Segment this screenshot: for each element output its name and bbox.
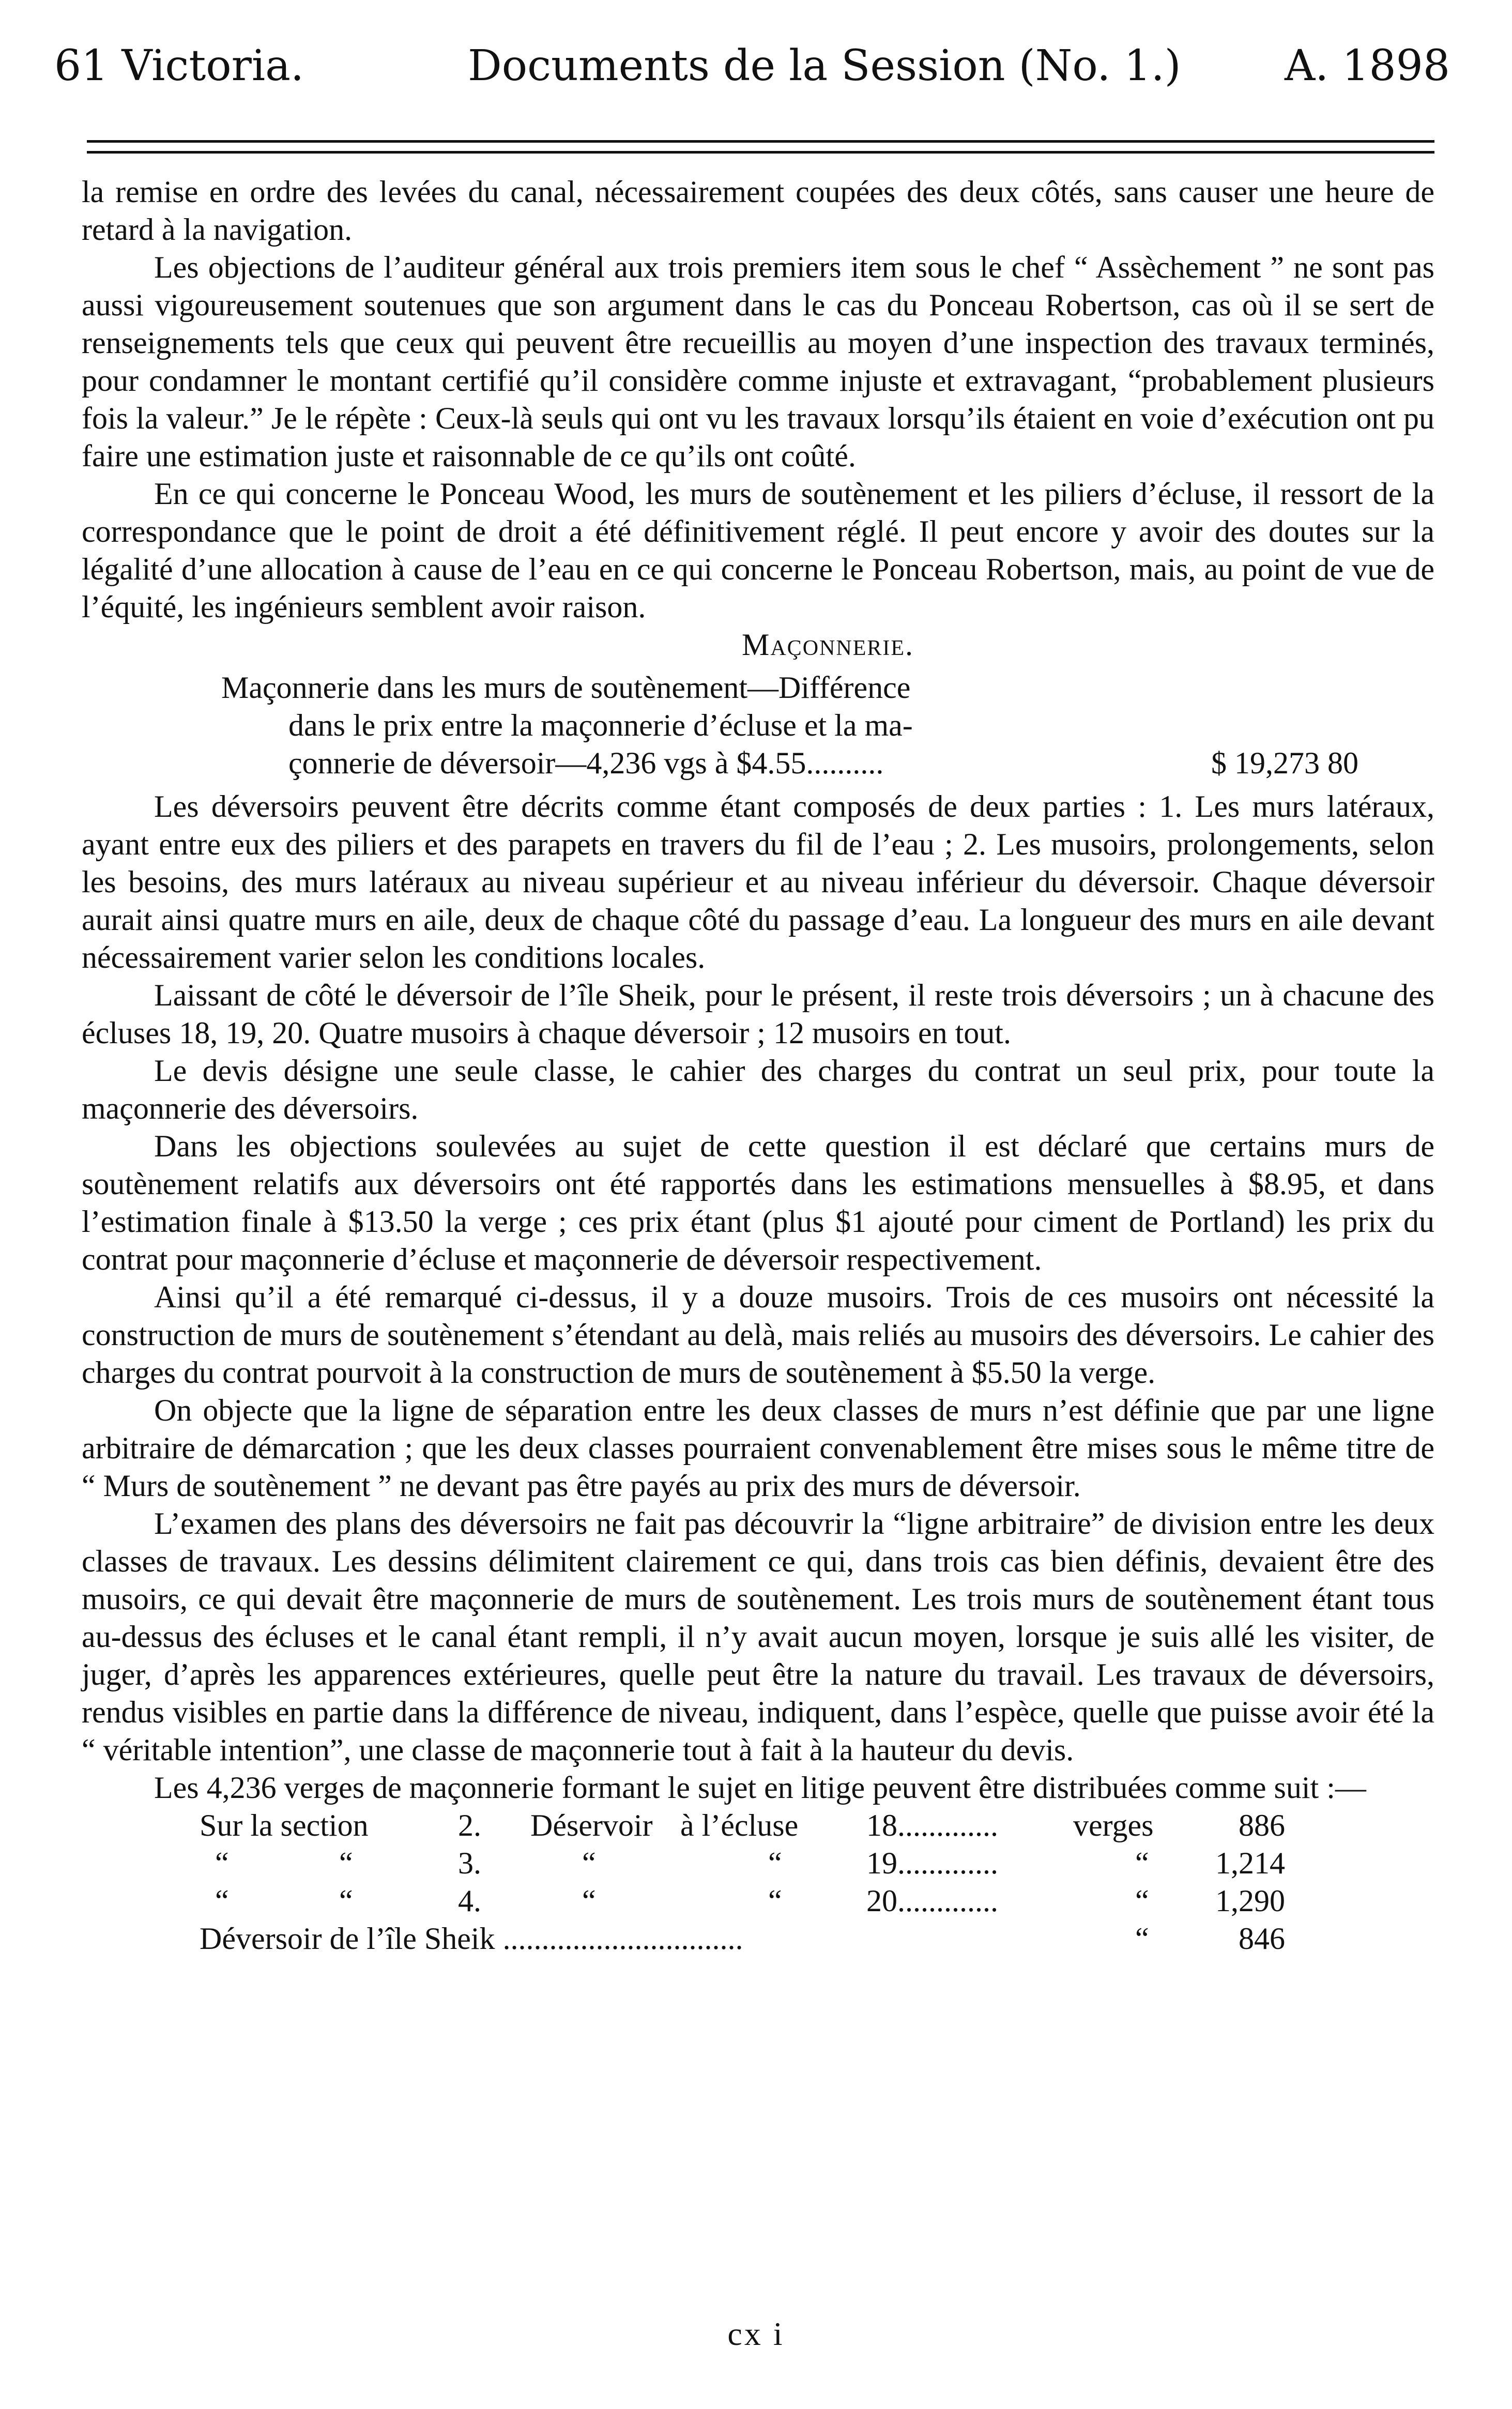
header-rule-top [87,140,1434,143]
entry-line: çonnerie de déversoir—4,236 vgs à $4.55.......... [288,746,884,780]
row-section: “ [215,1846,229,1880]
row-number: 4. [458,1884,481,1918]
row-unit: “ [1135,1922,1149,1956]
masonry-entry [221,669,1358,783]
row-unit: “ [1135,1884,1149,1918]
row-at: “ [768,1846,782,1880]
row-kind: “ [582,1846,596,1880]
header-volume: 61 Victoria. [54,41,304,90]
paragraph: Ainsi qu’il a été remarqué ci-dessus, il y a douze musoirs. Trois de ces musoirs ont nécessité la construction de murs de soutènement s’étendant au delà, mais reliés au musoirs des déversoirs. Le cahier des charges du contrat pourvoit à la construction de murs de soutènement à $5.50 la verge. [82,1280,1434,1390]
paragraph: Les 4,236 verges de maçonnerie formant le sujet en litige peuvent être distribuées comme suit :— [154,1771,1366,1805]
page-number: cx i [727,2315,785,2352]
row-number: 3. [458,1846,481,1880]
table-row [200,1920,1285,1958]
row-kind: Déservoir [530,1808,653,1842]
page-header [54,41,1450,114]
page-body [82,173,1434,1958]
distribution-table [200,1807,1285,1958]
table-row [200,1844,1285,1882]
paragraph: Laissant de côté le déversoir de l’île Sheik, pour le présent, il reste trois déversoirs ; un à chacune des écluses 18, 19, 20. Quatre musoirs à chaque déversoir ; 12 musoirs en tout. [82,978,1434,1050]
row-unit: verges [1073,1808,1154,1842]
paragraph: En ce qui concerne le Ponceau Wood, les murs de soutènement et les piliers d’écluse, il ressort de la correspondance que le point de droit a été définitivement réglé. Il peut encore y avoir des doutes sur la légalité d’une allocation à cause de l’eau en ce qui concerne le Ponceau Robertson, mais, au point de vue de l’équité, les ingénieurs semblent avoir raison. [82,477,1434,624]
section-heading: Maçonnerie. [742,628,914,662]
header-rule-bottom [87,151,1434,154]
paragraph: Le devis désigne une seule classe, le cahier des charges du contrat un seul prix, pour toute la maçonnerie des déversoirs. [82,1054,1434,1125]
paragraph: On objecte que la ligne de séparation entre les deux classes de murs n’est définie que par une ligne arbitraire de démarcation ; que les deux classes pourraient convenablement être mises sous le même titre de “ Murs de soutènement ” ne devant pas être payés au prix des murs de déversoir. [82,1393,1434,1503]
row-kind: “ [582,1884,596,1918]
row-at: “ [768,1884,782,1918]
entry-line: dans le prix entre la maçonnerie d’écluse et la ma- [288,708,913,742]
row-lock: 20............. [866,1884,998,1918]
row-at: à l’écluse [680,1808,799,1842]
row-section: “ [215,1884,229,1918]
row-value: 846 [1239,1922,1285,1956]
table-row [200,1807,1285,1844]
entry-amount: $ 19,273 80 [1211,746,1358,780]
row-section: Déversoir de l’île Sheik ............................... [200,1922,743,1956]
table-row [200,1882,1285,1920]
paragraph: Les déversoirs peuvent être décrits comme étant composés de deux parties : 1. Les murs latéraux, ayant entre eux des piliers et des parapets en travers du fil de l’eau ; 2. Les musoirs, prolongements, selon les besoins, des murs latéraux au niveau supérieur et au niveau inférieur du déversoir. Chaque déversoir aurait ainsi quatre murs en aile, deux de chaque côté du passage d’eau. La longueur des murs en aile devant nécessairement varier selon les conditions locales. [82,789,1434,974]
row-value: 886 [1239,1808,1285,1842]
header-title: Documents de la Session (No. 1.) [468,41,1181,90]
row-value: 1,290 [1215,1884,1285,1918]
entry-line: Maçonnerie dans les murs de soutènement—Différence [221,670,911,705]
paragraph: L’examen des plans des déversoirs ne fait pas découvrir la “ligne arbitraire” de division entre les deux classes de travaux. Les dessins délimitent clairement ce qui, dans trois cas bien définis, devaient être des musoirs, ce qui devait être maçonnerie de murs de soutènement. Les trois murs de soutènement étant tous au-dessus des écluses et le canal étant rempli, il n’y avait aucun moyen, lorsque je suis allé les visiter, de juger, d’après les apparences extérieures, quelle peut être la nature du travail. Les travaux de déversoirs, rendus visibles en partie dans la différence de niveau, indiquent, dans l’espèce, quelle que puisse avoir été la “ véritable intention”, une classe de maçonnerie tout à fait à la hauteur du devis. [82,1506,1434,1767]
row-lock: 18............. [866,1808,998,1842]
paragraph: Les objections de l’auditeur général aux trois premiers item sous le chef “ Assèchement ” ne sont pas aussi vigoureusement soutenues que son argument dans le cas du Ponceau Robertson, cas où il se sert de renseignements tels que ceux qui peuvent être recueillis au moyen d’une inspection des travaux terminés, pour condamner le montant certifié qu’il considère comme injuste et extravagant, “probablement plusieurs fois la valeur.” Je le répète : Ceux-là seuls qui ont vu les travaux lorsqu’ils étaient en voie d’exécution ont pu faire une estimation juste et raisonnable de ce qu’ils ont coûté. [82,250,1434,473]
row-number: 2. [458,1808,481,1842]
paragraph: la remise en ordre des levées du canal, nécessairement coupées des deux côtés, sans causer une heure de retard à la navigation. [82,175,1434,247]
row-section-ditto: “ [339,1846,353,1880]
row-section-ditto: “ [339,1884,353,1918]
row-section: Sur la section [200,1808,369,1842]
row-unit: “ [1135,1846,1149,1880]
header-year: A. 1898 [1284,41,1450,90]
row-lock: 19............. [866,1846,998,1880]
paragraph: Dans les objections soulevées au sujet de cette question il est déclaré que certains murs de soutènement relatifs aux déversoirs ont été rapportés dans les estimations mensuelles à $8.95, et dans l’estimation finale à $13.50 la verge ; ces prix étant (plus $1 ajouté pour ciment de Portland) les prix du contrat pour maçonnerie d’écluse et maçonnerie de déversoir respectivement. [82,1129,1434,1276]
row-value: 1,214 [1215,1846,1285,1880]
